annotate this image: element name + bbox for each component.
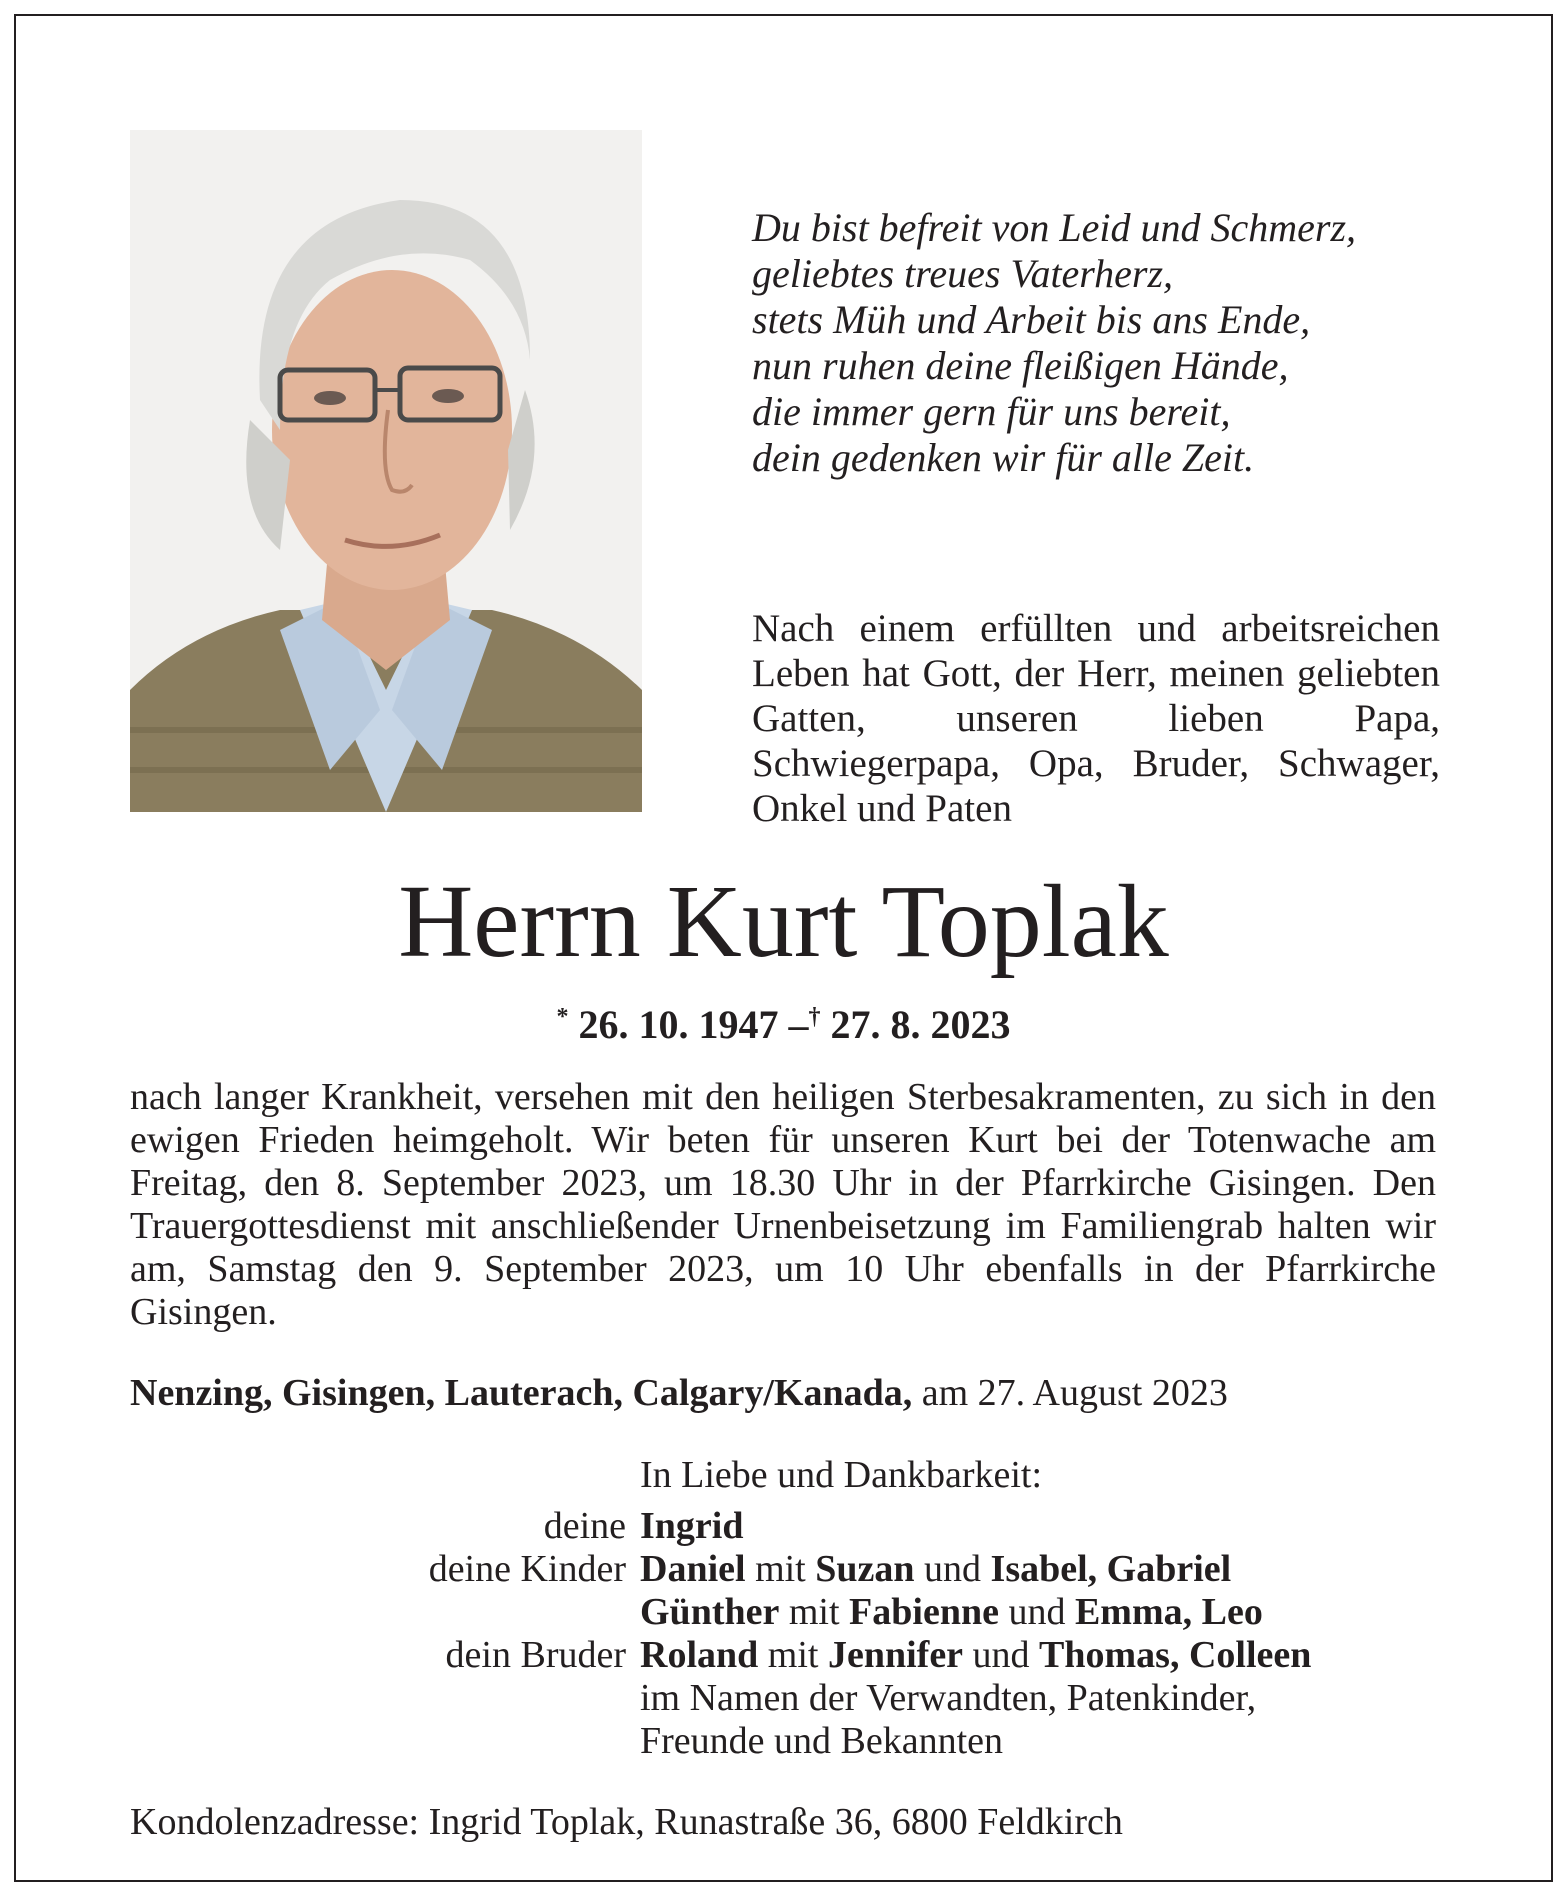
deceased-name: Herrn Kurt Toplak <box>398 864 1169 979</box>
wife-name: Ingrid <box>640 1505 744 1547</box>
connector-text: mit <box>755 1548 806 1590</box>
child-row <box>130 1548 1450 1591</box>
date-separator: – <box>788 1002 809 1047</box>
grandchildren-names: Isabel, Gabriel <box>990 1548 1232 1590</box>
brother-row <box>130 1634 1450 1677</box>
announcement-date: am 27. August 2023 <box>921 1372 1228 1414</box>
funeral-details: nach langer Krankheit, versehen mit den heiligen Sterbesakramenten, zu sich in den ewigen Frieden heimgeholt. Wir beten für unseren Kurt bei der Totenwache am Freitag, den 8. September 2023, um 18.30 Uhr in der Pfarrkirche Gisingen. Den Trauergottesdienst mit anschließender Urnenbeisetzung im Familiengrab halten wir am, Samstag den 9. September 2023, um 10 Uhr ebenfalls in der Pfarrkirche Gisingen. <box>130 1076 1436 1333</box>
connector-text: und <box>1008 1591 1066 1633</box>
mourners-list <box>130 1454 1450 1763</box>
poem-line: stets Müh und Arbeit bis ans Ende, <box>752 297 1311 342</box>
closing-row <box>130 1677 1450 1720</box>
closing-line: im Namen der Verwandten, Patenkinder, <box>640 1677 1257 1719</box>
death-date: 27. 8. 2023 <box>830 1002 1011 1047</box>
life-dates <box>0 992 1567 1050</box>
places-list: Nenzing, Gisingen, Lauterach, Calgary/Kanada, <box>130 1372 913 1414</box>
intro-paragraph: Nach einem erfüllten und arbeitsreichen Leben hat Gott, der Herr, meinen geliebten Gatten, unseren lieben Papa, Schwiegerpapa, Opa, Bruder, Schwager, Onkel und Paten <box>752 607 1440 830</box>
connector-text: mit <box>767 1634 819 1676</box>
poem-line: geliebtes treues Vaterherz, <box>752 251 1174 296</box>
connector-text: und <box>924 1548 982 1590</box>
brother-name: Roland <box>640 1634 759 1676</box>
places-and-date <box>130 1370 1450 1416</box>
closing-row <box>130 1720 1450 1763</box>
connector-text: und <box>972 1634 1030 1676</box>
connector-text: mit <box>788 1591 840 1633</box>
child-row <box>130 1591 1450 1634</box>
portrait-illustration <box>130 130 642 812</box>
signoff-heading-row <box>130 1454 1450 1497</box>
poem-line: Du bist befreit von Leid und Schmerz, <box>752 205 1357 250</box>
birth-date: 26. 10. 1947 <box>578 1002 779 1047</box>
grandchildren-names: Emma, Leo <box>1074 1591 1263 1633</box>
wife-row <box>130 1505 1450 1548</box>
poem-line: die immer gern für uns bereit, <box>752 389 1231 434</box>
brother-label: dein Bruder <box>445 1634 626 1676</box>
poem-line: nun ruhen deine fleißigen Hände, <box>752 343 1289 388</box>
poem-line: dein gedenken wir für alle Zeit. <box>752 435 1255 480</box>
partner-name: Jennifer <box>827 1634 964 1676</box>
partner-name: Suzan <box>815 1548 915 1590</box>
portrait-photo <box>130 130 642 812</box>
partner-name: Fabienne <box>849 1591 999 1633</box>
child-name: Günther <box>640 1591 780 1633</box>
death-symbol: † <box>808 1004 821 1030</box>
children-label: deine Kinder <box>428 1548 626 1590</box>
signoff-heading: In Liebe und Dankbarkeit: <box>640 1454 1043 1496</box>
nieces-nephews-names: Thomas, Colleen <box>1039 1634 1312 1676</box>
birth-symbol: * <box>556 1004 569 1030</box>
wife-label: deine <box>543 1505 626 1547</box>
closing-line: Freunde und Bekannten <box>640 1720 1004 1762</box>
condolence-address: Kondolenzadresse: Ingrid Toplak, Runastraße 36, 6800 Feldkirch <box>130 1801 1123 1843</box>
poem <box>752 205 1392 481</box>
child-name: Daniel <box>640 1548 746 1590</box>
